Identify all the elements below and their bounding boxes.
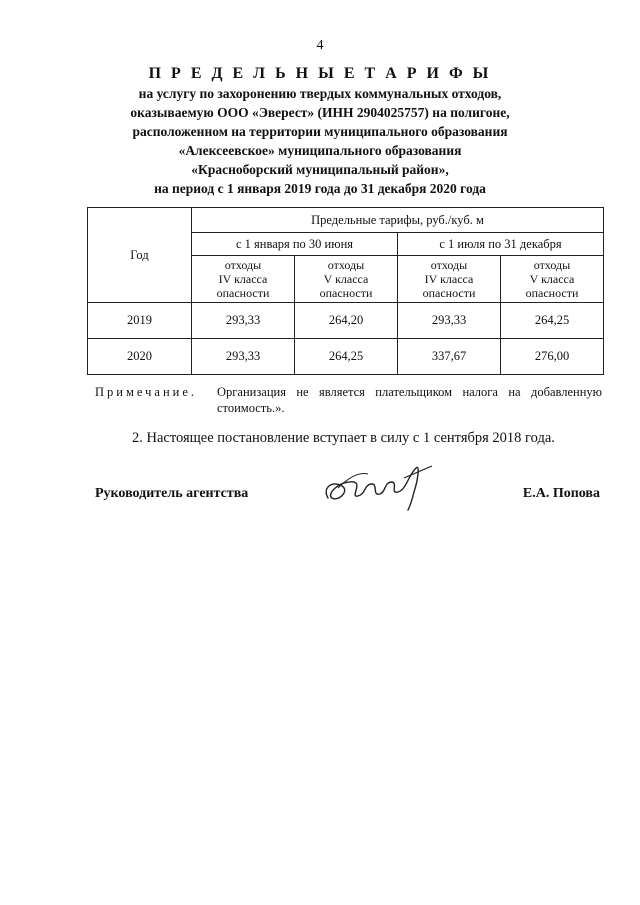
document-title	[0, 64, 640, 198]
note-label: Примечание.	[95, 385, 198, 399]
waste-class-header: отходы IV класса опасности	[192, 256, 295, 303]
waste-class-header: отходы V класса опасности	[501, 256, 604, 303]
effective-date-paragraph: 2. Настоящее постановление вступает в силу с 1 сентября 2018 года.	[132, 430, 555, 446]
waste-class-header: отходы V класса опасности	[295, 256, 398, 303]
tariff-cell: 264,25	[501, 303, 604, 339]
title-heading: П Р Е Д Е Л Ь Н Ы Е Т А Р И Ф Ы	[148, 65, 492, 82]
tariff-cell: 293,33	[192, 303, 295, 339]
year-cell: 2019	[88, 303, 192, 339]
tariff-cell: 264,20	[295, 303, 398, 339]
year-header: Год	[88, 208, 192, 303]
period-header: с 1 июля по 31 декабря	[398, 233, 604, 256]
table-row	[88, 303, 604, 339]
title-line: «Алексеевское» муниципального образования	[178, 143, 462, 158]
signer-name: Е.А. Попова	[522, 486, 600, 501]
tariff-cell: 293,33	[192, 339, 295, 375]
period-header: с 1 января по 30 июня	[192, 233, 398, 256]
title-line: расположенном на территории муниципального образования	[132, 124, 508, 139]
signer-position: Руководитель агентства	[95, 486, 249, 501]
title-line: оказываемую ООО «Эверест» (ИНН 2904025757) на полигоне,	[130, 105, 510, 120]
tariff-cell: 337,67	[398, 339, 501, 375]
page-number: 4	[316, 38, 324, 53]
tariff-group-header: Предельные тарифы, руб./куб. м	[192, 208, 604, 233]
year-cell: 2020	[88, 339, 192, 375]
handwritten-signature	[320, 458, 450, 516]
table-row	[88, 339, 604, 375]
waste-class-header: отходы IV класса опасности	[398, 256, 501, 303]
note-text: Организация не является плательщиком налога на добавленную стоимость.».	[217, 385, 602, 415]
title-line: «Красноборский муниципальный район»,	[191, 162, 449, 177]
tariff-cell: 276,00	[501, 339, 604, 375]
title-line: на услугу по захоронению твердых коммунальных отходов,	[138, 86, 502, 101]
tariff-cell: 293,33	[398, 303, 501, 339]
tariff-table	[87, 207, 604, 375]
title-line: на период с 1 января 2019 года до 31 декабря 2020 года	[154, 181, 486, 196]
tariff-cell: 264,25	[295, 339, 398, 375]
